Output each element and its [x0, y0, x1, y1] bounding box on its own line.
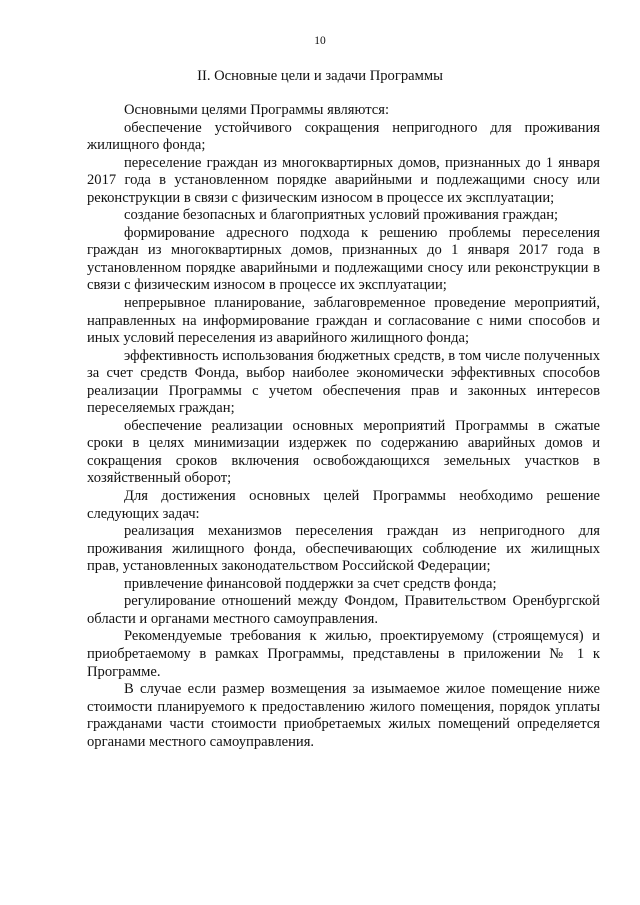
page-number: 10: [314, 35, 326, 47]
paragraph-goal: непрерывное планирование, заблаговременное проведение мероприятий, направленных на информирование граждан и согласование с ними способов и иных условий переселения из аварийного жилищного фонда;: [87, 295, 600, 347]
paragraph-goal: обеспечение устойчивого сокращения непригодного для проживания жилищного фонда;: [87, 119, 600, 154]
section-heading: II. Основные цели и задачи Программы: [197, 68, 443, 84]
paragraph-tasks-intro: Для достижения основных целей Программы необходимо решение следующих задач:: [87, 488, 600, 522]
section-body: [87, 102, 600, 751]
paragraph-task: реализация механизмов переселения граждан из непригодного для проживания жилищного фонда, обеспечивающих соблюдение их жилищных прав, установленных законодательством Российской Федерации;: [87, 523, 600, 575]
paragraph-goal: обеспечение реализации основных мероприятий Программы в сжатые сроки в целях минимизации издержек по содержанию аварийных домов и сокращения сроков включения освобождающихся земельных участков в хозяйственный оборот;: [87, 417, 600, 487]
paragraph-goal: переселение граждан из многоквартирных домов, признанных до 1 января 2017 года в установленном порядке аварийными и подлежащими сносу или реконструкции в связи с физическим износом в процессе их эксплуатации;: [87, 154, 600, 206]
paragraph-housing-requirements: Рекомендуемые требования к жилью, проектируемому (строящемуся) и приобретаемому в рамках Программы, представлены в приложении № 1 к Программе.: [87, 628, 600, 680]
paragraph-goal: создание безопасных и благоприятных условий проживания граждан;: [124, 207, 559, 224]
paragraph-task: регулирование отношений между Фондом, Правительством Оренбургской области и органами местного самоуправления.: [87, 593, 600, 627]
paragraph-goal: формирование адресного подхода к решению проблемы переселения граждан из многоквартирных домов, признанных до 1 января 2017 года в установленном порядке аварийными и подлежащими сносу или реконструкции в связи с физическим износом в процессе их эксплуатации;: [87, 224, 600, 294]
paragraph-goal: эффективность использования бюджетных средств, в том числе полученных за счет средств Фонда, выбор наиболее экономически эффективных способов реализации Программы с учетом обеспечения прав и законных интересов переселяемых граждан;: [87, 347, 600, 417]
paragraph-task: привлечение финансовой поддержки за счет средств фонда;: [124, 575, 497, 592]
paragraph-compensation: В случае если размер возмещения за изымаемое жилое помещение ниже стоимости планируемого к предоставлению жилого помещения, порядок уплаты гражданами части стоимости приобретаемых жилых помещений определяется органами местного самоуправления.: [87, 681, 600, 750]
paragraph-goals-intro: Основными целями Программы являются:: [124, 102, 390, 118]
